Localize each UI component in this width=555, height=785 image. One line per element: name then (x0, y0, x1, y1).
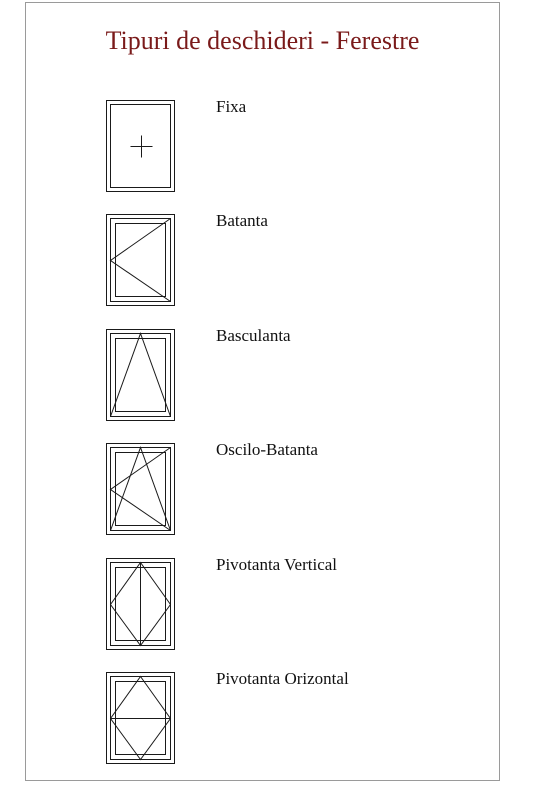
fixed-window-icon (106, 100, 175, 192)
window-type-oscilo-batanta (106, 440, 436, 535)
window-type-label: Basculanta (216, 326, 291, 345)
window-type-pivotanta-orizontal (106, 669, 436, 764)
side-hung-window-icon (106, 214, 175, 306)
window-type-label: Oscilo-Batanta (216, 440, 318, 459)
window-type-label: Batanta (216, 211, 268, 230)
tilt-turn-window-icon (106, 443, 175, 535)
window-type-basculanta (106, 326, 436, 421)
window-type-pivotanta-vertical (106, 555, 436, 650)
vertical-pivot-window-icon (106, 558, 175, 650)
window-type-fixa (106, 97, 436, 192)
page-title: Tipuri de deschideri - Ferestre (105, 26, 420, 55)
window-type-label: Pivotanta Orizontal (216, 669, 349, 688)
window-type-label: Pivotanta Vertical (216, 555, 338, 574)
window-type-label: Fixa (216, 97, 247, 116)
window-type-batanta (106, 211, 436, 306)
horizontal-pivot-window-icon (106, 672, 175, 764)
bottom-hung-window-icon (106, 329, 175, 421)
